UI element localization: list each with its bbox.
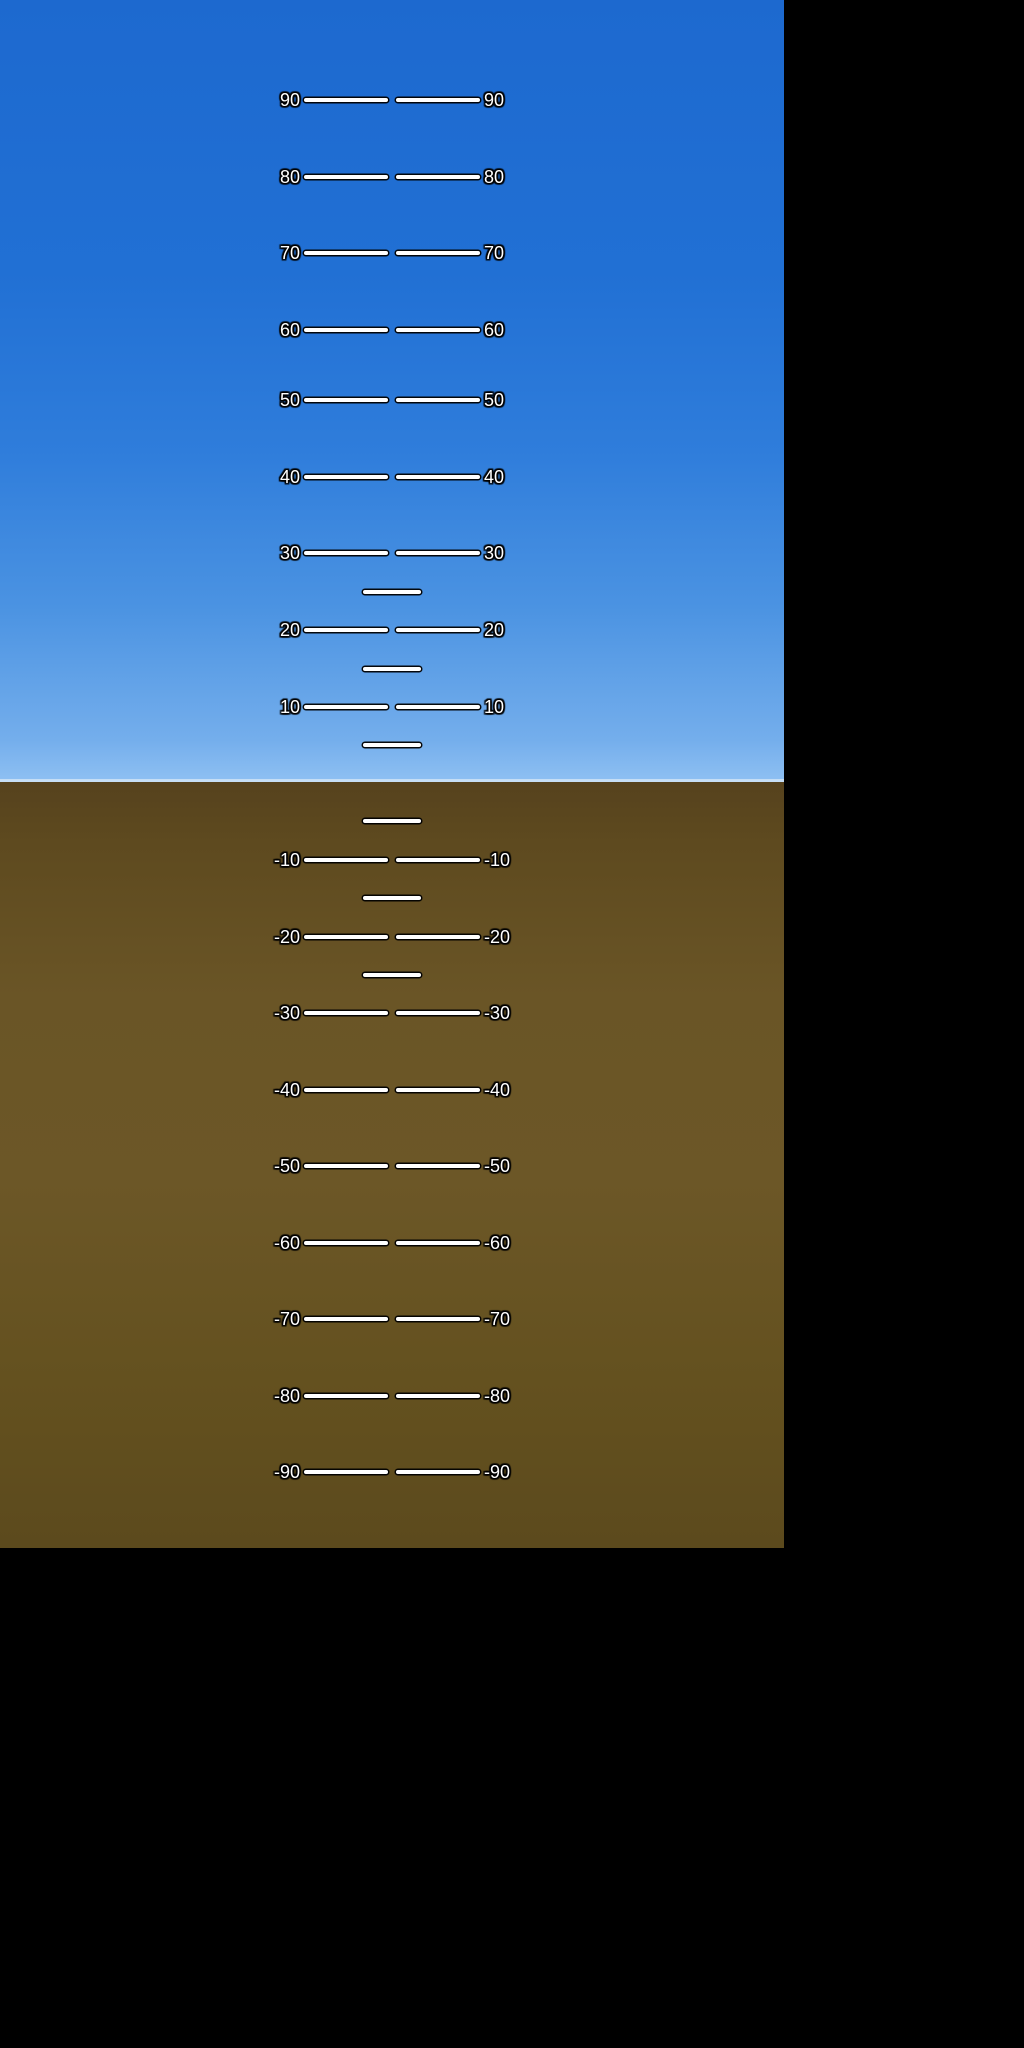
pitch-rung-bar-right: [396, 1470, 480, 1474]
pitch-rung-bar-right: [396, 858, 480, 862]
pitch-rung-bar-left: [304, 475, 388, 479]
pitch-rung-bar-right: [396, 705, 480, 709]
pitch-rung-bar-left: [304, 1241, 388, 1245]
pitch-rung-bar-center: [363, 743, 421, 747]
pitch-rung: [0, 888, 784, 908]
pitch-label-left: 30: [279, 543, 300, 563]
pitch-label-left: -60: [273, 1233, 300, 1253]
pitch-label-left: 50: [279, 390, 300, 410]
pitch-rung: [0, 1386, 784, 1406]
letterbox-bottom: [0, 1548, 784, 2048]
pitch-rung-bar-right: [396, 328, 480, 332]
pitch-rung-bar-center: [363, 973, 421, 977]
pitch-label-left: -10: [273, 850, 300, 870]
pitch-rung: [0, 167, 784, 187]
pitch-rung-bar-right: [396, 251, 480, 255]
pitch-rung: [0, 659, 784, 679]
pitch-rung-bar-right: [396, 1088, 480, 1092]
pitch-label-right: 80: [484, 167, 505, 187]
pitch-rung: [0, 811, 784, 831]
pitch-rung-bar-center: [363, 667, 421, 671]
pitch-rung: [0, 90, 784, 110]
pitch-rung-bar-right: [396, 551, 480, 555]
pitch-rung: [0, 697, 784, 717]
pitch-label-right: 70: [484, 243, 505, 263]
pitch-rung: [0, 1309, 784, 1329]
pitch-rung-bar-left: [304, 398, 388, 402]
pitch-rung-bar-left: [304, 551, 388, 555]
pitch-label-right: 10: [484, 697, 505, 717]
pitch-label-left: -30: [273, 1003, 300, 1023]
pitch-rung: [0, 320, 784, 340]
pitch-rung: [0, 1462, 784, 1482]
pitch-rung-bar-right: [396, 398, 480, 402]
pitch-label-left: -80: [273, 1386, 300, 1406]
pitch-rung-bar-center: [363, 896, 421, 900]
pitch-rung: [0, 965, 784, 985]
pitch-rung-bar-left: [304, 1164, 388, 1168]
pitch-rung-bar-right: [396, 1394, 480, 1398]
pitch-rung-bar-right: [396, 1317, 480, 1321]
pitch-rung-bar-left: [304, 1011, 388, 1015]
pitch-label-right: -90: [484, 1462, 511, 1482]
pitch-rung-bar-right: [396, 175, 480, 179]
pitch-label-right: 20: [484, 620, 505, 640]
pitch-label-right: 50: [484, 390, 505, 410]
pitch-label-left: -90: [273, 1462, 300, 1482]
pitch-rung-bar-left: [304, 328, 388, 332]
pitch-label-left: 40: [279, 467, 300, 487]
pitch-rung: [0, 735, 784, 755]
pitch-rung-bar-center: [363, 819, 421, 823]
pitch-rung-bar-right: [396, 1164, 480, 1168]
pitch-label-right: -20: [484, 927, 511, 947]
pitch-label-right: -30: [484, 1003, 511, 1023]
pitch-rung: [0, 927, 784, 947]
pitch-rung: [0, 1080, 784, 1100]
pitch-rung: [0, 1003, 784, 1023]
pitch-rung-bar-left: [304, 98, 388, 102]
pitch-rung-bar-right: [396, 475, 480, 479]
pitch-rung-bar-left: [304, 858, 388, 862]
pitch-rung-bar-right: [396, 1011, 480, 1015]
pitch-rung: [0, 243, 784, 263]
pitch-label-left: 70: [279, 243, 300, 263]
pitch-label-left: 10: [279, 697, 300, 717]
pitch-label-left: -20: [273, 927, 300, 947]
pitch-rung-bar-right: [396, 98, 480, 102]
pitch-label-right: -60: [484, 1233, 511, 1253]
pitch-label-right: 60: [484, 320, 505, 340]
pitch-rung-bar-right: [396, 935, 480, 939]
pitch-label-left: 90: [279, 90, 300, 110]
pitch-label-right: -10: [484, 850, 511, 870]
letterbox-right: [784, 0, 1024, 2048]
pitch-rung: [0, 467, 784, 487]
pitch-label-left: 80: [279, 167, 300, 187]
pitch-label-right: 40: [484, 467, 505, 487]
pitch-label-right: -80: [484, 1386, 511, 1406]
pitch-label-left: -70: [273, 1309, 300, 1329]
pitch-rung-bar-right: [396, 628, 480, 632]
pitch-rung-bar-left: [304, 628, 388, 632]
pitch-label-right: -40: [484, 1080, 511, 1100]
pitch-label-left: 20: [279, 620, 300, 640]
pitch-rung-bar-center: [363, 590, 421, 594]
pitch-rung-bar-left: [304, 935, 388, 939]
pitch-rung-bar-left: [304, 1394, 388, 1398]
pitch-rung: [0, 1156, 784, 1176]
pitch-rung-bar-left: [304, 175, 388, 179]
pitch-rung-bar-left: [304, 1317, 388, 1321]
pitch-rung: [0, 582, 784, 602]
pitch-label-right: 90: [484, 90, 505, 110]
pitch-rung: [0, 620, 784, 640]
pitch-label-right: 30: [484, 543, 505, 563]
pitch-rung: [0, 850, 784, 870]
pitch-rung-bar-left: [304, 1470, 388, 1474]
pitch-rung: [0, 390, 784, 410]
pitch-label-left: -40: [273, 1080, 300, 1100]
pitch-rung-bar-left: [304, 1088, 388, 1092]
pitch-rung-bar-right: [396, 1241, 480, 1245]
pitch-label-right: -50: [484, 1156, 511, 1176]
pitch-rung-bar-left: [304, 705, 388, 709]
pitch-rung-bar-left: [304, 251, 388, 255]
pitch-rung: [0, 543, 784, 563]
pitch-label-left: 60: [279, 320, 300, 340]
pitch-rung: [0, 1233, 784, 1253]
pitch-label-left: -50: [273, 1156, 300, 1176]
pitch-label-right: -70: [484, 1309, 511, 1329]
